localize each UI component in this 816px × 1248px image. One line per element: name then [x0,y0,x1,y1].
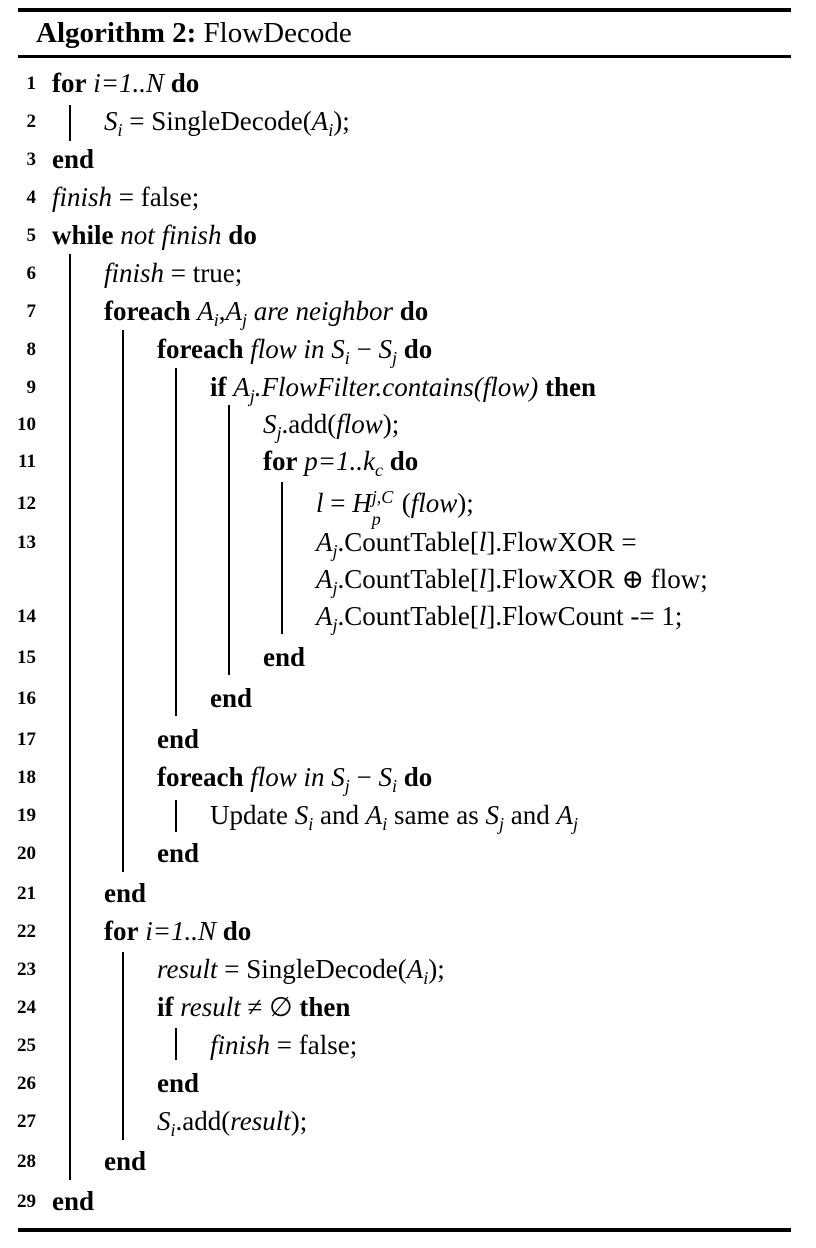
line-code: finish = false; [52,182,200,212]
line-code: while not finish do [52,220,257,250]
line-number: 26 [17,1073,36,1094]
line-number: 10 [17,414,36,435]
line-code: end [263,642,306,672]
line-code: foreach flow in $S_j - S_i$ do [157,762,433,796]
line-number: 29 [17,1191,36,1212]
code-line [0,254,800,294]
line-code: end [52,144,95,174]
code-line [0,292,800,332]
line-code: for i=1..N do [52,68,200,98]
code-line [0,102,800,142]
line-number: 20 [17,843,36,864]
line-code: finish = true; [104,258,243,288]
code-line [0,1102,800,1142]
line-number: 24 [17,997,36,1018]
line-code: Update $S_i$ and $A_i$ same as $S_j$ and $A_j$ [210,800,578,834]
code-line [0,874,800,914]
line-code: result = $SingleDecode(A_i)$; [157,954,445,988]
line-number: 5 [26,225,36,246]
line-number: 23 [17,959,36,980]
line-number: 15 [17,647,36,668]
code-line [0,679,800,719]
line-code: end [52,1186,95,1216]
line-number: 21 [17,883,36,904]
line-code: $A_j.CountTable[l].FlowXOR$ ⊕ flow; [316,564,708,598]
line-code: end [157,724,200,754]
code-line [0,1064,800,1104]
line-number: 4 [26,187,36,208]
code-line [0,720,800,760]
line-code: $A_j.CountTable[l].FlowCount -= 1$; [316,601,683,635]
line-number: 2 [26,111,36,132]
code-line [0,1026,800,1066]
code-line [0,988,800,1028]
line-number: 8 [26,339,36,360]
code-line [0,484,800,529]
code-line [0,834,800,874]
line-number: 6 [26,263,36,284]
bottom-rule [18,1228,791,1232]
line-number: 14 [17,606,36,627]
code-line [0,1142,800,1182]
code-line [0,796,800,836]
line-code: end [104,878,147,908]
line-code: end [157,838,200,868]
code-line [0,950,800,990]
code-line-continuation [0,560,800,600]
line-number: 18 [17,767,36,788]
algorithm-name: FlowDecode [203,17,352,49]
code-line [0,178,800,218]
line-code: $S_i.add(result)$; [157,1106,308,1140]
line-code: if $A_j.FlowFilter.contains(flow)$ then [210,372,597,406]
line-code: $S_j.add(flow)$; [263,409,400,443]
line-code: end [157,1068,200,1098]
line-number: 7 [26,301,36,322]
code-line [0,216,800,256]
code-line [0,405,800,445]
code-line [0,1182,800,1222]
code-line [0,330,800,370]
line-number: 13 [17,532,36,553]
line-code: $A_j.CountTable[l].FlowXOR$ = [316,527,637,561]
line-number: 11 [18,451,36,472]
line-code: l = H j,C p (flow); [316,487,474,529]
line-code: for $p=1..k_c$ do [263,446,419,480]
line-code: foreach $A_i,A_j$ are neighbor do [104,296,429,330]
line-number: 17 [17,729,36,750]
code-line [0,758,800,798]
line-code: foreach flow in $S_i - S_j$ do [157,334,433,368]
code-line [0,912,800,952]
line-number: 28 [17,1151,36,1172]
line-number: 22 [17,921,36,942]
code-line [0,368,800,408]
code-line [0,638,800,678]
code-line [0,64,800,104]
line-code: $S_i$ = $SingleDecode(A_i)$; [104,106,350,140]
line-number: 12 [17,493,36,514]
code-line [0,523,800,563]
line-number: 16 [17,688,36,709]
line-code: finish = false; [210,1030,358,1060]
line-code: end [210,683,253,713]
title-rule [18,55,791,58]
line-code: if result ≠ ∅ then [157,992,351,1022]
line-number: 19 [17,805,36,826]
code-line [0,442,800,482]
line-code: end [104,1146,147,1176]
algorithm-label: Algorithm 2: [36,17,197,49]
line-code: for i=1..N do [104,916,252,946]
line-number: 3 [26,149,36,170]
code-line [0,140,800,180]
algorithm-title [36,12,352,54]
line-number: 25 [17,1035,36,1056]
code-line [0,597,800,637]
line-number: 9 [26,377,36,398]
line-number: 1 [26,73,36,94]
line-number: 27 [17,1111,36,1132]
